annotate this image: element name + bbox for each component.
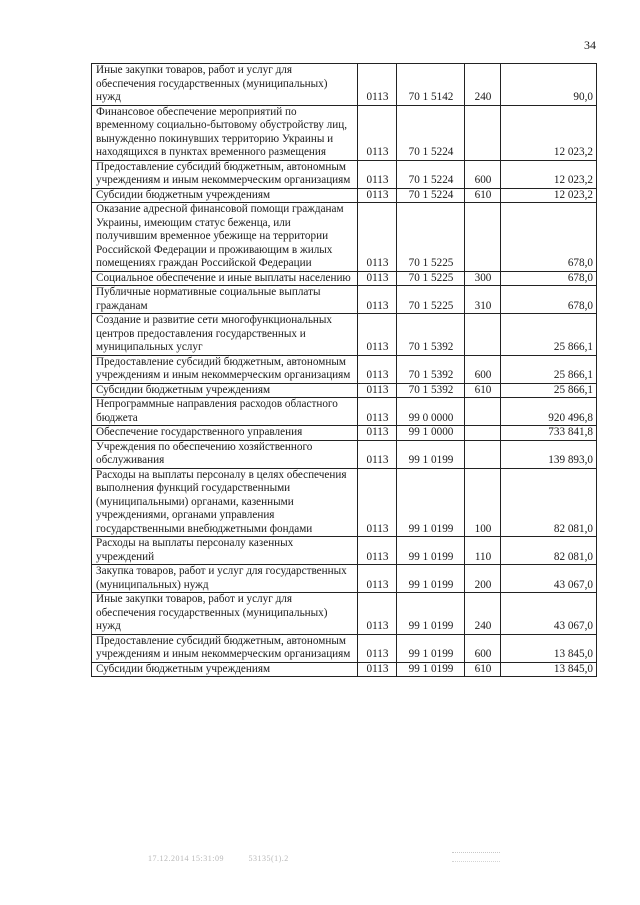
row-target-code: 70 1 5224: [397, 160, 465, 188]
row-amount: 12 023,2: [501, 105, 597, 160]
row-name: Предоставление субсидий бюджетным, автономным учреждениям и иным некоммерческим организациям: [92, 355, 358, 383]
table-row: [92, 105, 597, 160]
row-target-code: 99 1 0199: [397, 468, 465, 537]
row-expense-type: 310: [465, 286, 501, 314]
row-name: Иные закупки товаров, работ и услуг для обеспечения государственных (муниципальных) нужд: [92, 593, 358, 635]
table-row: [92, 468, 597, 537]
row-name: Оказание адресной финансовой помощи гражданам Украины, имеющим статус беженца, или получившим временное убежище на территории Российской Федерации и проживающим в жилых помещениях граждан Российской Федерации: [92, 203, 358, 272]
row-target-code: 70 1 5392: [397, 314, 465, 356]
row-target-code: 99 1 0000: [397, 426, 465, 441]
row-expense-type: [465, 398, 501, 426]
table-row: [92, 565, 597, 593]
row-name: Расходы на выплаты персоналу в целях обеспечения выполнения функций государственными (муниципальными) органами, казенными учреждениями, органами управления государственными внебюджетными фондами: [92, 468, 358, 537]
budget-table-body: [92, 64, 597, 677]
row-name: Предоставление субсидий бюджетным, автономным учреждениям и иным некоммерческим организациям: [92, 160, 358, 188]
row-section-code: 0113: [358, 314, 397, 356]
row-expense-type: 200: [465, 565, 501, 593]
row-name: Субсидии бюджетным учреждениям: [92, 662, 358, 677]
row-expense-type: [465, 203, 501, 272]
row-expense-type: [465, 105, 501, 160]
row-section-code: 0113: [358, 160, 397, 188]
row-target-code: 70 1 5142: [397, 64, 465, 106]
row-name: Расходы на выплаты персоналу казенных учреждений: [92, 537, 358, 565]
row-expense-type: 300: [465, 271, 501, 286]
row-target-code: 70 1 5224: [397, 188, 465, 203]
row-expense-type: 240: [465, 593, 501, 635]
row-target-code: 99 1 0199: [397, 634, 465, 662]
table-row: [92, 286, 597, 314]
row-amount: 13 845,0: [501, 662, 597, 677]
row-amount: 25 866,1: [501, 355, 597, 383]
row-name: Учреждения по обеспечению хозяйственного обслуживания: [92, 440, 358, 468]
row-section-code: 0113: [358, 593, 397, 635]
row-amount: 733 841,8: [501, 426, 597, 441]
row-target-code: 99 0 0000: [397, 398, 465, 426]
row-target-code: 99 1 0199: [397, 593, 465, 635]
table-row: [92, 64, 597, 106]
row-section-code: 0113: [358, 383, 397, 398]
row-amount: 12 023,2: [501, 160, 597, 188]
row-expense-type: 100: [465, 468, 501, 537]
table-row: [92, 634, 597, 662]
row-expense-type: 110: [465, 537, 501, 565]
page-number: 34: [584, 38, 596, 52]
row-target-code: 99 1 0199: [397, 565, 465, 593]
row-amount: 90,0: [501, 64, 597, 106]
row-name: Обеспечение государственного управления: [92, 426, 358, 441]
row-amount: 920 496,8: [501, 398, 597, 426]
row-name: Непрограммные направления расходов областного бюджета: [92, 398, 358, 426]
table-row: [92, 426, 597, 441]
table-row: [92, 203, 597, 272]
footer-doc-id: 53135(1).2: [248, 854, 289, 863]
row-target-code: 70 1 5225: [397, 271, 465, 286]
row-section-code: 0113: [358, 105, 397, 160]
row-amount: 82 081,0: [501, 537, 597, 565]
row-name: Закупка товаров, работ и услуг для государственных (муниципальных) нужд: [92, 565, 358, 593]
row-amount: 25 866,1: [501, 314, 597, 356]
row-expense-type: [465, 440, 501, 468]
row-section-code: 0113: [358, 426, 397, 441]
table-row: [92, 314, 597, 356]
row-target-code: 70 1 5224: [397, 105, 465, 160]
row-expense-type: [465, 426, 501, 441]
row-target-code: 70 1 5392: [397, 355, 465, 383]
footer-smudge: [452, 852, 500, 862]
row-amount: 12 023,2: [501, 188, 597, 203]
row-name: Социальное обеспечение и иные выплаты населению: [92, 271, 358, 286]
row-section-code: 0113: [358, 537, 397, 565]
row-target-code: 99 1 0199: [397, 440, 465, 468]
row-amount: 678,0: [501, 271, 597, 286]
row-target-code: 99 1 0199: [397, 662, 465, 677]
table-row: [92, 383, 597, 398]
row-expense-type: [465, 314, 501, 356]
row-amount: 82 081,0: [501, 468, 597, 537]
row-section-code: 0113: [358, 64, 397, 106]
row-amount: 139 893,0: [501, 440, 597, 468]
row-name: Финансовое обеспечение мероприятий по временному социально-бытовому обустройству лиц, вынужденно покинувших территорию Украины и находящихся в пунктах временного размещения: [92, 105, 358, 160]
row-expense-type: 610: [465, 383, 501, 398]
row-name: Субсидии бюджетным учреждениям: [92, 383, 358, 398]
row-name: Субсидии бюджетным учреждениям: [92, 188, 358, 203]
row-section-code: 0113: [358, 634, 397, 662]
table-row: [92, 662, 597, 677]
row-expense-type: 610: [465, 662, 501, 677]
row-target-code: 70 1 5392: [397, 383, 465, 398]
row-name: Предоставление субсидий бюджетным, автономным учреждениям и иным некоммерческим организациям: [92, 634, 358, 662]
row-name: Публичные нормативные социальные выплаты гражданам: [92, 286, 358, 314]
row-amount: 43 067,0: [501, 565, 597, 593]
row-section-code: 0113: [358, 355, 397, 383]
footer-stamp: [148, 854, 311, 863]
row-expense-type: 600: [465, 355, 501, 383]
table-row: [92, 188, 597, 203]
table-row: [92, 160, 597, 188]
row-expense-type: 610: [465, 188, 501, 203]
row-expense-type: 600: [465, 160, 501, 188]
row-amount: 678,0: [501, 286, 597, 314]
row-section-code: 0113: [358, 468, 397, 537]
table-row: [92, 271, 597, 286]
row-section-code: 0113: [358, 271, 397, 286]
row-expense-type: 240: [465, 64, 501, 106]
footer-timestamp: 17.12.2014 15:31:09: [148, 854, 224, 863]
row-section-code: 0113: [358, 440, 397, 468]
row-name: Создание и развитие сети многофункциональных центров предоставления государственных и муниципальных услуг: [92, 314, 358, 356]
row-target-code: 70 1 5225: [397, 286, 465, 314]
row-section-code: 0113: [358, 398, 397, 426]
row-section-code: 0113: [358, 662, 397, 677]
row-section-code: 0113: [358, 286, 397, 314]
table-row: [92, 355, 597, 383]
row-target-code: 70 1 5225: [397, 203, 465, 272]
row-name: Иные закупки товаров, работ и услуг для обеспечения государственных (муниципальных) нужд: [92, 64, 358, 106]
row-amount: 43 067,0: [501, 593, 597, 635]
table-row: [92, 537, 597, 565]
row-expense-type: 600: [465, 634, 501, 662]
row-section-code: 0113: [358, 188, 397, 203]
table-row: [92, 398, 597, 426]
row-section-code: 0113: [358, 565, 397, 593]
row-amount: 13 845,0: [501, 634, 597, 662]
table-row: [92, 440, 597, 468]
row-amount: 25 866,1: [501, 383, 597, 398]
row-section-code: 0113: [358, 203, 397, 272]
row-target-code: 99 1 0199: [397, 537, 465, 565]
table-row: [92, 593, 597, 635]
row-amount: 678,0: [501, 203, 597, 272]
budget-table: [91, 63, 597, 677]
